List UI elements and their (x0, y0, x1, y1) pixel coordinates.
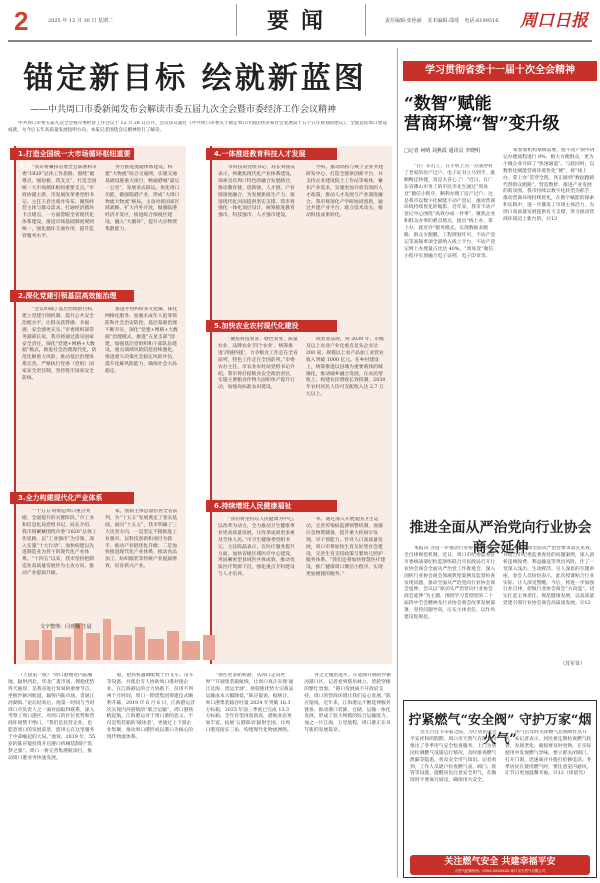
continuation-col-4: 各之无愧的进步。在宽阔开阔的沙颍河港口区，记者看到塔吊林立、货轮穿梭的繁忙景象。“港口发展离不开政府支持，周口的营商环境让我们安心发展。”陈应锟说。近年来，江海港运不断延伸服务链条，推动港口装卸、仓储、运输一体化发展，形成了较大规模的综合运输能力。加之一片江海，万里航程，周口港正在书写新的发展篇章。 (304, 673, 392, 734)
main-intro: 中共周口市委五届九次全会暨市委经济工作会议于 12 月 28 日召开。会议审议通过《中共周口市委关于制定周口市国民经济和社会发展第十五个五年规划的建议》，全面总结周口建设成就，为今后五年高质量发展指明方向。本报记者围绕会议精神进行了解读。 (8, 121, 387, 133)
credit-line: 文字整理：闫亚楠 王晨 (40, 624, 92, 630)
section-4-col1: 市科技局党组书记、局长刘国庆表示，将聚焦现代化产业体系建设，探索具有周口特色的融合发展路径，推动教育链、创新链、人才链、产业链深度融合，为发展新质生产力、推进现代化河南提供坚实支撑。我市将强化一体化顶层设计，统筹推进教育强市，科技强市、人才强市建设。 (218, 165, 296, 219)
section-title-5: 5.加快农业农村现代化建设 (206, 320, 337, 332)
section-body-6 (218, 517, 386, 677)
article2-col1-text: 本报讯 为进一步推动行业协会商会健全自律规范机制，近日，周口市纪委监委驻市委统战部纪检监察组联合市民政局召开行业协会商会全面从严治党工作推进会，深入剖析行业协会商会领域典型案例及监督检查发现问题，推动全面从严治党向行业协会商会延伸。会议以“驱动从严治党向行业协会商会延伸”为主题，围绕学习贯彻党的二十届四中全会精神及行业协会商会改革发展部署，坚持问题导向，压实主体责任，以作风建设促规范。 (404, 546, 496, 621)
article1-byline: □记者 何晴 刘燕霞 通讯员 李晓明 (404, 148, 481, 154)
article2-col2 (503, 546, 595, 658)
header-divider (8, 40, 592, 42)
section-body-2 (22, 307, 180, 467)
section-title-1: 1.打造全国统一大市场循环枢纽重要支点 (10, 148, 134, 160)
gas-safety-ad (410, 855, 590, 875)
continuation-col-3: “那些更多船和港，从周口走向世界”“开通集装箱航线，让周口真正实现‘通江达海、货运全球’，将促使优势大宗商品运输成本大幅降低，”陈应锟说。据统计，周口港集装箱吞吐量 2024 年突破 16.3 万标箱，2025 年前三季度已完成 13.3 万标箱。全年有望再创新高，港航业态更加丰富，拓展‘五港联动’辐射全国，让周口港连接长三角，构建现代化物流网络。 (205, 673, 294, 734)
newspaper-logo: 周口日报 (520, 11, 588, 31)
section-title-2: 2.深化党建引领基层高效能治理 (10, 290, 134, 302)
section-3-col2: 家，创新主体总量位居全省前列，为“十五五”发展奠定了坚实基础。面向“十五五”，我市明确了三大攻坚方向，一是坚定不移推进工业强市，以科技创新和项目为抓手，推动产业链优化升级；二是加快推进现代化产业体系，推动食品加工、纺织服装等传统产业提质增效，培育新兴产业。 (105, 509, 178, 570)
section-3-col1: “‘十五五’时期是周口重点突破、全面提升的关键阶段。”市工业和信息化局党组书记、局长介绍，我市将紧紧围绕市委“1820”总体工作思路，以“工业强市”为引领，深入实施“十大行动”，加快构建以先进制造业为骨干的现代化产业体系。“十四五”以来，我市坚持把制造业高质量发展作为主攻方向，推动产业提质升级。 (22, 509, 97, 577)
section-title-4: 4.一体推进教育科技人才发展 (206, 148, 337, 160)
article3-title: 拧紧燃气“安全阀” 守护万家“烟火气” (408, 713, 592, 747)
main-subtitle: ——中共周口市委新闻发布会解读市委五届九次全会暨市委经济工作会议精神 (30, 105, 337, 115)
section-5-col2: 域农业品牌，到 2030 年，市级及以上农业产业化重点龙头企业达 200 家，规模以上农产品加工业营业收入突破 1000 亿元。在乡村建设上，统筹推进以县城为重要载体的城镇化，推动城乡融合发展。在农民增收上，构建农民增收长效机制，2030 年农村居民人均可支配收入达 2.7 万元以上。 (306, 337, 386, 398)
continuation-label: （上接第一版） (18, 673, 52, 678)
issue-date: 2025 年 12 月 30 日 星期二 (48, 18, 113, 24)
topic-banner: 学习贯彻省委十一届十次全会精神 (403, 61, 597, 81)
section-body-5 (218, 337, 386, 482)
article2-source: （苏军奇） (560, 661, 586, 667)
continuation-col-2: 船，抢抓机遇调配数十台叉车、吊车等设备，并派出专人协助周口港对接企业。在江海港运的合力协助下，仅用不到两个月时间，周口一期货集团筹建仪式顺利开幕，2019 年 6 月 6 日，江海港运首次实现内河港航的“联合运输”，周口港扬帆起航。江海港运对于周口港的意义，不仅是集装箱的‘破冰者’，更通过上下游企业集聚，推动周口港形成以港口为核心的现代物流体系。 (106, 673, 196, 741)
article1-col2-text: 家参加机构系统需要，使不动产预申请记办理流程进行 8%，极大方便群众，更为小微企业开辟了“快速通道”。与此同时，以数智化赋能营商环境优化“便”，将“线上办、掌上办”贯穿全程，真正做到“数据跑路代替群众跑路”。营造数智、推进产业发展的新氛围。我市持续以数字化转型为抓手，推动营商环境持续优化，在数字赋能的探索和实践中，进一步激发了市场主体活力，为周口高质量发展提供有力支撑，努力推动营商环境迈上新台阶。⑫13 (503, 148, 595, 223)
ad-title: 关注燃气安全 共建幸福平安 (444, 857, 556, 867)
section-title: 要闻 (236, 4, 366, 36)
section-2-col1: “会议明确了基层治理新目标，建立党建引领机制，提升公共安全治理水平，让群众获得感、幸福感、安全感更充实。”市委组织部常务副部长说，我市将通过落实国家安全责任，探化“党建+网格+大数据”模式，推进社会治理现代化，防范化解重大风险，推动基层治理体系完善。严格执行党委（党组）国家安全责任制，坚持筑牢国家安全防线。 (22, 307, 97, 382)
city-skyline-illustration (20, 615, 220, 660)
section-5-col1: “聚焦科技农业、绿色农业、质量农业、品牌农业‘四个农业’，统筹推进‘四链四提’，力争粮食工作走在全省前列，特色工作走在全国前列。”市委农办主任、市农业农村局党组书记介绍，我市将扛稳粮食安全政治责任，实施主要粮食作物大面积单产提升行动，加强高标准农田建设。 (218, 337, 298, 391)
column-divider (397, 48, 398, 878)
article1-title-line1: “数智”赋能 (404, 94, 492, 114)
section-4-col2: 学科，推动高校与规上企业共建研发中心，打造全链条创新平台，并支持企业建设院士工作站等载体，紧扣产业需求，实施更加开放有效的人才政策，推动人才发展与产业深度融合。我市将深化产学研协同创新，通过共建产业平台、联合技术攻关，推动科技成果转化。 (306, 165, 384, 219)
continuation-col-1-text: “周口港地处内陆腹地，辐射西北、华北广袤市场，拥抱优势得天独厚，是我省进行贸易的重要节点，坐拥沙颍河航道，辐射内陆市场，贯通江河湖海。”论坛结束后，他第一时间与当时周口市负责人之一面对面取得联系，深入考察了周口港区，对周口的区位优势和营商环境赞不绝口。“我们是民营企业，也愿意周口的发展前景，愿用心在这里服务于中部崛起的大局。”他说，2019 年，55 岁的陈应锟投资开启港口机械装卸的“筑梦之旅”。周口一将完善集港航项目，推动周口港业务快速发展。 (8, 673, 96, 761)
section-6-col2: 率，通过深入开展爱国卫生运动，完善传染病监测预警机制，加强应急物资储备，提升重大疾病早发现、早干预能力。针对人口高质量发展，周口市将加快生育友好型社会建设，完善生育支持政策与婴幼儿照护服务体系。“我们还将加快智慧医疗建设，推广健康周口微信小程序，实现更加便捷的服务。” (306, 517, 386, 578)
section-body-1 (22, 165, 180, 283)
article1-col1 (404, 164, 496, 519)
ad-subtitle: 天然气抢修热线：0394-XXXXXXX 周口市天然气有限公司 (454, 869, 546, 873)
article2-title: 推进全面从严治党向行业协会商会延伸 (409, 520, 592, 556)
article2-col1 (404, 546, 496, 676)
section-title-3: 3.全力构建现代化产业体系 (10, 492, 134, 504)
section-1-col1: “我市将紧扣省委全会部署和市委“1820”总体工作思路，围绕“破难点、强短板、筑支点”，打造全国统一大市场循环枢纽重要支点。”市政协副主席、市发展改革委党组书记、主任王君出席并发布。聚焦经营主体与群众需求，打通经济循环卡点堵点，一方面着眼全省现代化体系建设，推进市场基础制度规则统一，强化循环互通作用，提升监管服务水平。 (22, 165, 97, 240)
section-2-col2: 推进矛盾纠纷多元化解，探化网格化服务，加强未成年人犯罪预防和社会治安防控。基层基础治理不断夯实，深化“党建+网格+大数据”治理模式，推进“五星支部”创建，加强基层党组织和干部队伍建设。重点领域风险防范持续强化，推进重大决策社会稳定风险评估，提升化解风险能力，确保社会大局稳定。 (105, 307, 178, 375)
page-number: 2 (14, 6, 29, 36)
section-title-6: 6.持续增进人民健康福祉 (206, 500, 337, 512)
article3-col1: 近元旦佳节来临之际，为让居民度过平安祥和的假期，周口市天然气有限公司推出了冬季用气安全检查服务，上门为居民检测燃气设施运行情况，及时排查燃气泄漏等隐患，普及安全用气知识。记者看到，工作人员逐户检查燃气表、阀门、胶管等设施，提醒居民注意安全用气，在做饭时不要离开厨房，确保用火安全。 (410, 730, 497, 784)
article3-col2: 用气后及时关闭燃气总阀和灶具开关。本记者表示，居民要定期检查燃气软管，发现老化、破损要及时更换。在实际使用中发现燃气异味，要立即关闭阀门、打开门窗，迅速离开并拨打抢修电话。冬季居民在使用燃气时，要注意室内通风，让节日更加温馨幸福。⑫12（徐晨光） (505, 730, 592, 777)
article1-title-line2: 营商环境“智”变升级 (404, 114, 560, 134)
continuation-text (8, 673, 393, 878)
editors-info: 责任编辑:张艳丽 美术编辑:邵琦 电话:6199516 (385, 18, 499, 24)
article1-col1-text: “在广东打工，在手机上点一点就办好了老家的房产过户，电子证书立马到手，既顺畅还快捷，真是太省心了！”近日，在广东省佛山市务工的市民李先生通过“周易登”微信小程序，顺利办理了房产过户。这是我市以数字化赋能不动产登记、推动营商环境持续优化的缩影。近年来，我市不动产登记中心围绕“高效办成一件事”，聚焦企业和群众办事的难点堵点，推出“线上办、掌上办、就近办”服务模式，实现数据多跑路、群众少跑腿。工程规划许可、不动产登记等高频事项全部纳入线上平台，不动产登记网上办理量占比达 40%。“周易登”微信小程序实现融合电子证照、电子印章等。 (404, 164, 496, 259)
main-headline: 锚定新目标 绘就新蓝图 (23, 61, 367, 96)
article3-body (410, 730, 592, 852)
section-body-4 (218, 165, 386, 315)
article2-col2-text: 持续推动全面从严治党要求落实见效，并结合市纪委监委查处的问题案例，深入剖析违规收费、利益输送等突出风险，作了一堂深入浅出、生动鲜活、引人深思的专题讲座。参会人员纷纷表示，此次授课贴合行业实际、让人深受警醒。今后，将进一步加强行业自律，把做行业协会商会“方向盘”，切实扛起主体责任，规范健康发展，以高质量党建引领行业协会商会高质量发展。⑫12 (503, 546, 595, 607)
article1-col2 (503, 148, 595, 518)
section-6-col1: “我们将坚持以人民健康为中心，以改革为动力，全力推动卫生健康事业更高质量发展，让改革成果更多惠及全体人民。”市卫生健康委党组书记、主任陈磊表示，在医疗服务提升方面，加快省级区域医疗中心建设，巩固紧密型县域医共体成效，推动优质医疗资源下沉，强化重点专科建设与人才培养。 (218, 517, 298, 578)
continuation-col-1 (8, 673, 97, 878)
section-1-col2: 努力推进流通体系建设。构建“大物流”综合交通网，实施交通基础设施重大项目，畅通港城“最后一公里”，发展多式联运。优化周口功能，做强临港产业，形成“大周口物流大物流”格局。主动对接国家区域战略，扩大内外开放，做强临港经济开发区，推进综合保税区建设，融入“大循环”，提升大宗物资集散能力。 (105, 165, 180, 233)
